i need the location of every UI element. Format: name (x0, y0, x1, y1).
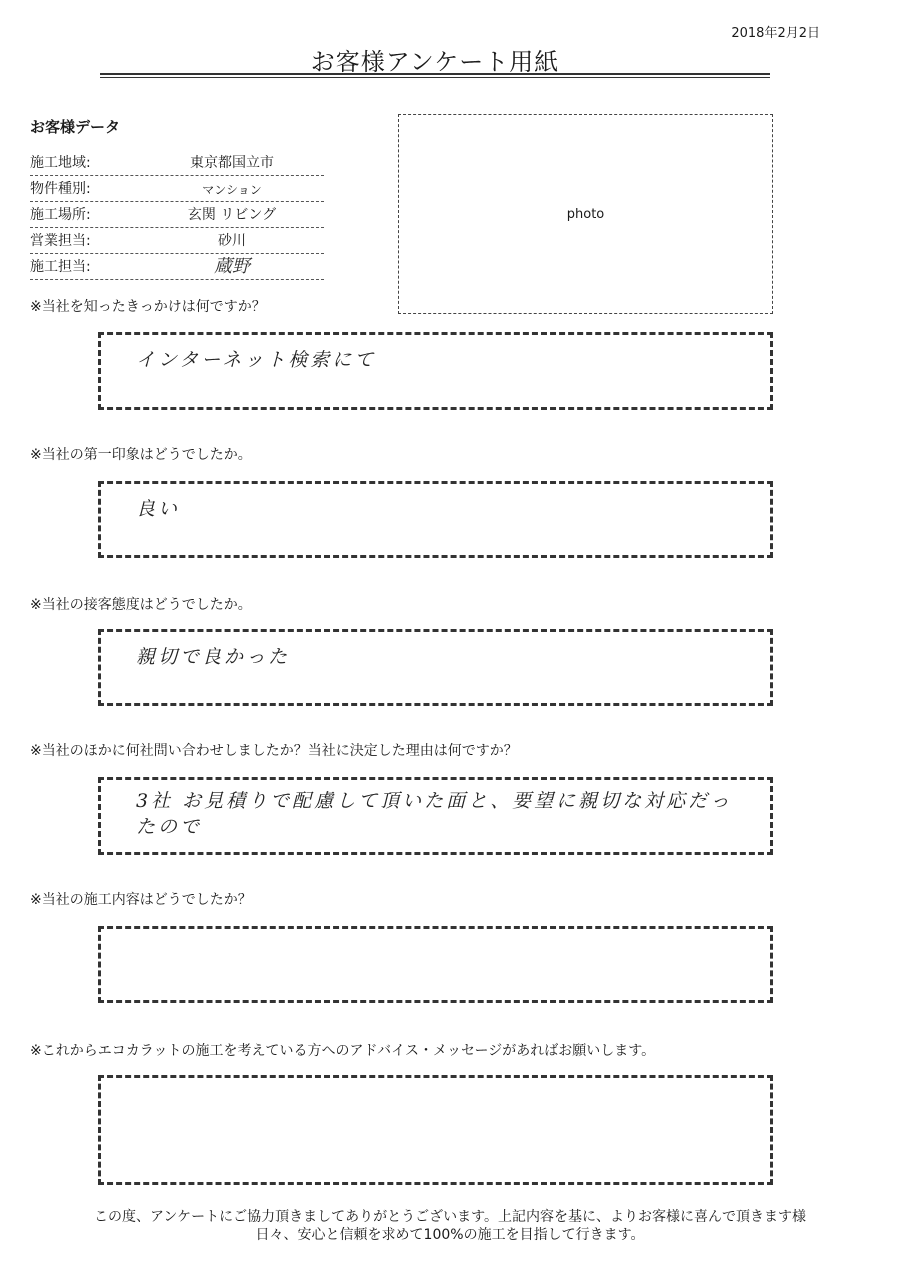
title-underline-thin (100, 77, 770, 78)
answer-box-4 (98, 777, 773, 855)
survey-date: 2018年2月2日 (731, 26, 820, 41)
data-row-area (30, 150, 324, 176)
answer-text-4: 3社 お見積りで配慮して頂いた面と、要望に親切な対応だったので (136, 790, 733, 838)
data-value: 東京都国立市 (190, 155, 274, 171)
page-title: お客様アンケート用紙 (310, 48, 560, 76)
answer-box-6 (98, 1075, 773, 1185)
photo-placeholder (398, 114, 773, 314)
question-2: ※当社の第一印象はどうでしたか。 (30, 447, 252, 463)
answer-box-2 (98, 481, 773, 558)
question-1: ※当社を知ったきっかけは何ですか？ (30, 299, 266, 315)
question-6: ※これからエコカラットの施工を考えている方へのアドバイス・メッセージがあればお願いします。 (30, 1043, 656, 1059)
footer-message-line-2: 日々、安心と信頼を求めて100%の施工を目指して行きます。 (255, 1227, 645, 1243)
question-3: ※当社の接客態度はどうでしたか。 (30, 597, 252, 613)
data-label: 営業担当: (30, 233, 91, 249)
footer-message-line-1: この度、アンケートにご協力頂きましてありがとうございます。上記内容を基に、よりお客様に喜んで頂きます様 (93, 1209, 807, 1225)
answer-box-1 (98, 332, 773, 410)
title-underline (100, 73, 770, 75)
data-row-location (30, 202, 324, 228)
data-label: 物件種別: (30, 181, 91, 197)
answer-text-2: 良い (136, 498, 181, 520)
data-value: 玄関 リビング (187, 207, 277, 223)
data-row-sales-rep (30, 228, 324, 254)
data-label: 施工地域: (30, 155, 91, 171)
question-4: ※当社のほかに何社問い合わせしましたか？当社に決定した理由は何ですか？ (30, 743, 518, 759)
data-value: マンション (202, 183, 262, 197)
answer-box-3 (98, 629, 773, 706)
data-label: 施工担当: (30, 259, 91, 275)
answer-box-5 (98, 926, 773, 1003)
data-row-installer (30, 254, 324, 280)
answer-text-1: インターネット検索にて (136, 349, 377, 371)
answer-text-3: 親切で良かった (136, 646, 291, 668)
data-row-property-type (30, 176, 324, 202)
customer-data-heading: お客様データ (30, 118, 121, 136)
installer-signature: 蔵野 (214, 256, 250, 277)
data-value: 砂川 (218, 233, 246, 249)
photo-label: photo (566, 207, 605, 222)
question-5: ※当社の施工内容はどうでしたか？ (30, 892, 252, 908)
data-label: 施工場所: (30, 207, 91, 223)
